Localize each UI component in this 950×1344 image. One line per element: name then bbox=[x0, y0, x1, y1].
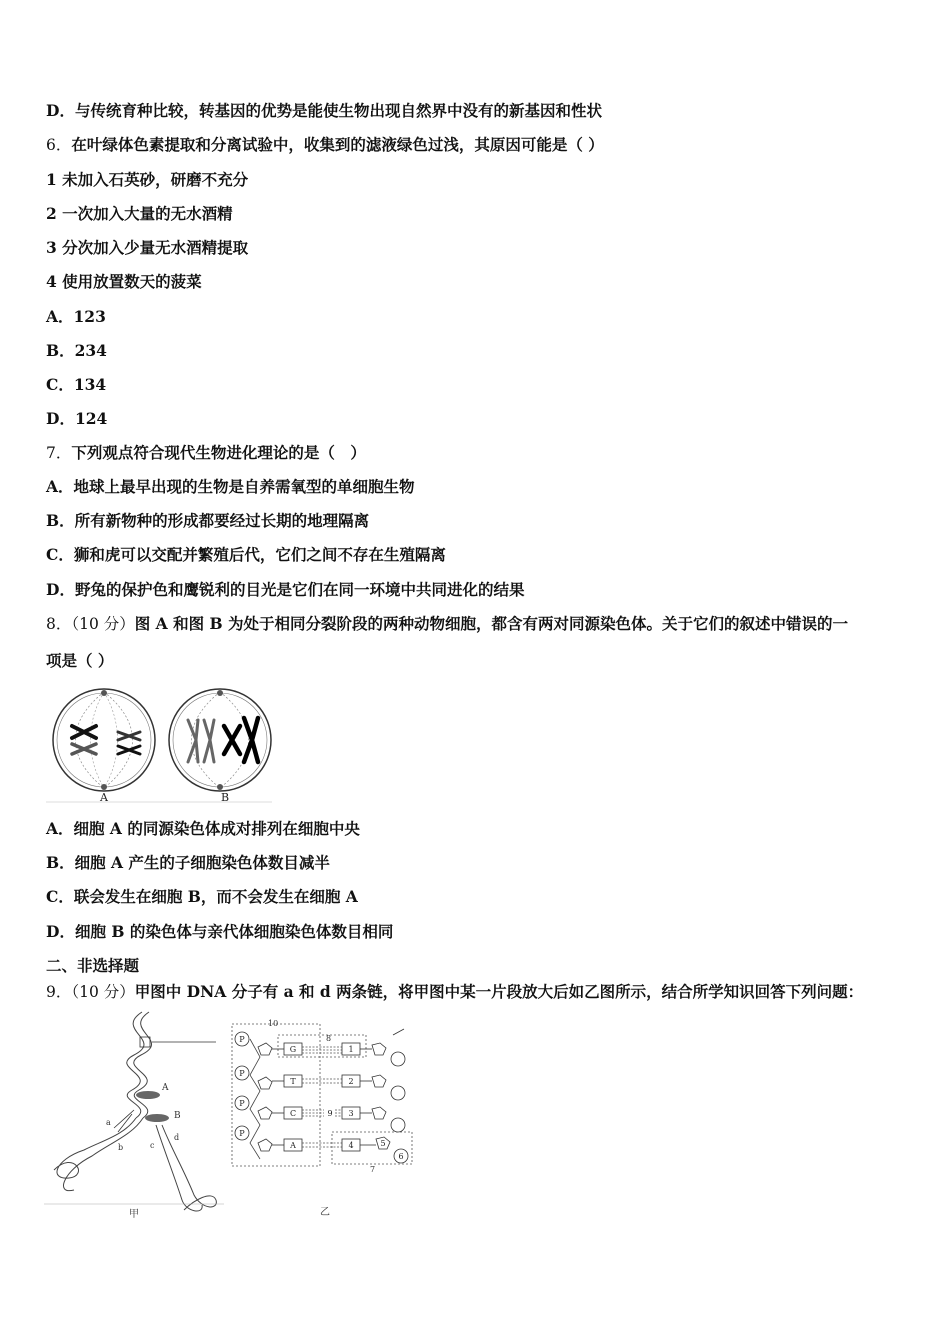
q8-stem-line1 bbox=[46, 614, 848, 634]
yi-label-7: 7 bbox=[370, 1165, 376, 1174]
q5-option-d: D．与传统育种比较，转基因的优势是能使生物出现自然界中没有的新基因和性状 bbox=[46, 101, 602, 120]
q8-option-a: A．细胞 A 的同源染色体成对排列在细胞中央 bbox=[46, 819, 360, 838]
q7-option-c: C．狮和虎可以交配并繁殖后代，它们之间不存在生殖隔离 bbox=[46, 545, 446, 564]
yi-base-4: A bbox=[290, 1141, 296, 1150]
q6-item-1: 1 未加入石英砂，研磨不充分 bbox=[46, 170, 249, 189]
q6-item-2: 2 一次加入大量的无水酒精 bbox=[46, 204, 233, 223]
yi-base-2: T bbox=[290, 1077, 296, 1086]
q7-number: 7． bbox=[46, 444, 72, 462]
yi-base-1: G bbox=[289, 1045, 297, 1054]
q6-item-4: 4 使用放置数天的菠菜 bbox=[46, 272, 202, 291]
q6-option-d: D．124 bbox=[46, 409, 108, 428]
yi-caption: 乙 bbox=[320, 1207, 330, 1218]
q8-option-b: B．细胞 A 产生的子细胞染色体数目减半 bbox=[46, 853, 330, 872]
yi-base-3: C bbox=[289, 1109, 297, 1118]
yi-row-4 bbox=[235, 1126, 408, 1163]
jia-label-a: a bbox=[106, 1118, 111, 1127]
cell-division-figure bbox=[46, 682, 272, 806]
jia-caption: 甲 bbox=[129, 1209, 139, 1220]
q6-stem: 在叶绿体色素提取和分离试验中，收集到的滤液绿色过浅，其原因可能是（ ） bbox=[71, 135, 604, 154]
yi-pair-1: 1 bbox=[348, 1045, 354, 1054]
cell-a-label: A bbox=[100, 791, 108, 804]
yi-label-10: 10 bbox=[268, 1019, 279, 1028]
q6-number: 6． bbox=[46, 136, 72, 154]
yi-phosphate-3: P bbox=[239, 1099, 245, 1108]
yi-label-9: 9 bbox=[327, 1109, 333, 1118]
q9-stem-line bbox=[46, 982, 863, 1002]
q7-option-b: B．所有新物种的形成都要经过长期的地理隔离 bbox=[46, 511, 370, 530]
q6-option-c: C．134 bbox=[46, 375, 107, 394]
q6-stem-line bbox=[46, 135, 604, 155]
q9-number: 9．（10 分） bbox=[46, 983, 135, 1001]
dna-figure-yi bbox=[228, 1015, 418, 1225]
jia-label-d: d bbox=[174, 1133, 180, 1142]
yi-label-5: 5 bbox=[380, 1139, 386, 1148]
yi-phosphate-4: P bbox=[239, 1129, 245, 1138]
q6-option-b: B．234 bbox=[46, 341, 107, 360]
q7-option-a: A．地球上最早出现的生物是自养需氧型的单细胞生物 bbox=[46, 477, 415, 496]
jia-label-A: A bbox=[162, 1083, 169, 1093]
q8-option-d: D．细胞 B 的染色体与亲代体细胞染色体数目相同 bbox=[46, 922, 394, 941]
q7-option-d: D．野兔的保护色和鹰锐利的目光是它们在同一环境中共同进化的结果 bbox=[46, 580, 525, 599]
cell-b bbox=[169, 689, 271, 791]
cell-b-label: B bbox=[220, 791, 230, 804]
yi-label-8: 8 bbox=[326, 1034, 332, 1043]
yi-row-2 bbox=[235, 1066, 405, 1100]
jia-label-B: B bbox=[174, 1111, 181, 1121]
q8-number: 8．（10 分） bbox=[46, 615, 135, 633]
q9-stem: 甲图中 DNA 分子有 a 和 d 两条链，将甲图中某一片段放大后如乙图所示，结合所学知识回答下列问题： bbox=[134, 982, 864, 1001]
yi-label-6: 6 bbox=[398, 1152, 404, 1161]
jia-label-b: b bbox=[118, 1143, 124, 1152]
yi-pair-3: 3 bbox=[348, 1109, 354, 1118]
q6-item-3: 3 分次加入少量无水酒精提取 bbox=[46, 238, 249, 257]
yi-pair-2: 2 bbox=[348, 1077, 354, 1086]
q8-option-c: C．联会发生在细胞 B，而不会发生在细胞 A bbox=[46, 887, 358, 906]
dna-figure-jia bbox=[44, 1010, 230, 1225]
yi-phosphate-1: P bbox=[239, 1035, 245, 1044]
q6-option-a: A．123 bbox=[46, 307, 106, 326]
yi-phosphate-2: P bbox=[239, 1069, 245, 1078]
jia-label-c: c bbox=[150, 1141, 155, 1150]
q7-stem: 下列观点符合现代生物进化理论的是（ ） bbox=[71, 443, 366, 462]
q8-stem-1: 图 A 和图 B 为处于相同分裂阶段的两种动物细胞，都含有两对同源染色体。关于它们的叙述中错误的一 bbox=[134, 614, 848, 633]
section-2-title: 二、非选择题 bbox=[46, 956, 140, 975]
q8-stem-line2: 项是（ ） bbox=[46, 651, 114, 670]
cell-a bbox=[53, 689, 155, 791]
q7-stem-line bbox=[46, 443, 366, 463]
yi-pair-4: 4 bbox=[348, 1141, 354, 1150]
